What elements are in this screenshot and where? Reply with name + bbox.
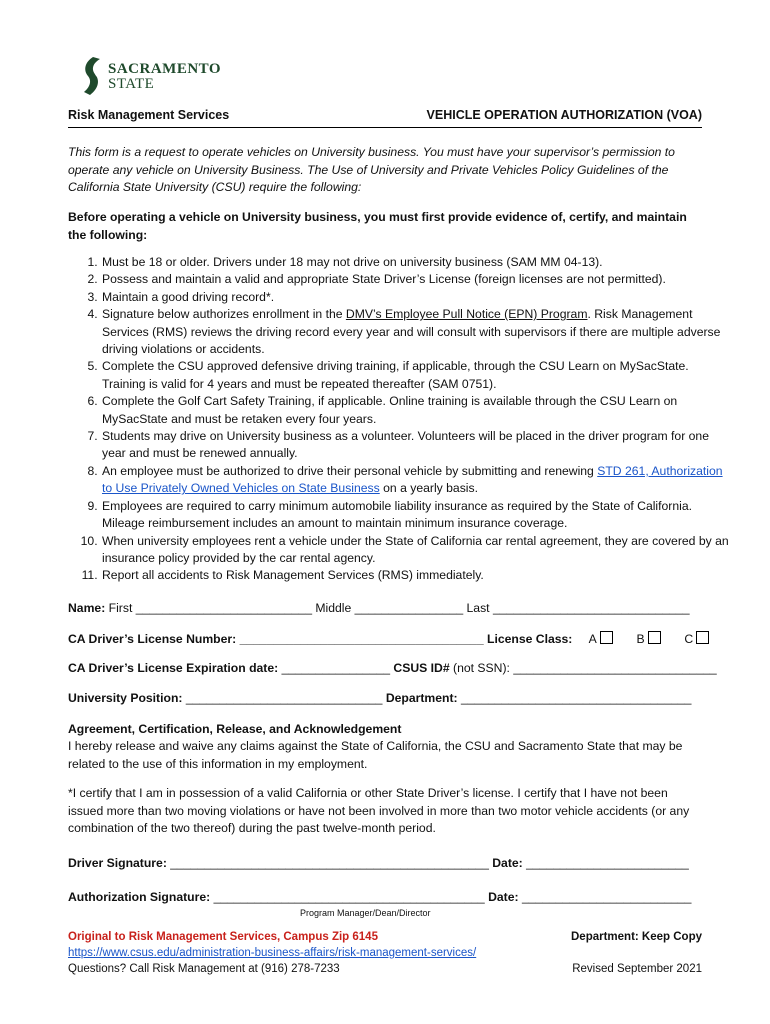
- class-b-checkbox[interactable]: [648, 631, 661, 644]
- revision-date: Revised September 2021: [572, 963, 702, 975]
- requirement-item: 3. Maintain a good driving record*.: [101, 289, 735, 306]
- driver-signature-field[interactable]: _______________________________________________: [170, 856, 489, 870]
- intro-text: This form is a request to operate vehicles on University business. You must have your supervisor’s permission to operate any vehicle on University Business. The Use of University and Private Vehicles Policy Guidelines of the California State University (CSU) require the following:: [68, 145, 675, 194]
- class-c-checkbox[interactable]: [696, 631, 709, 644]
- class-a-checkbox[interactable]: [600, 631, 613, 644]
- logo-line1: SACRAMENTO: [108, 61, 222, 77]
- authorization-date-field[interactable]: _________________________: [521, 890, 692, 904]
- position-row: University Position: _____________________________ Department: __________________________________: [68, 691, 692, 705]
- driver-signature-row: Driver Signature: _______________________________________________ Date: ________________________: [68, 856, 689, 870]
- questions-contact: Questions? Call Risk Management at (916) 278-7233: [68, 963, 340, 975]
- authorization-signature-row: Authorization Signature: ________________________________________ Date: _________________________: [68, 890, 692, 904]
- department-field[interactable]: __________________________________: [460, 691, 692, 705]
- first-name-field[interactable]: __________________________: [135, 601, 312, 615]
- std-261-link[interactable]: STD 261, Authorization to Use Privately Owned Vehicles on State Business: [102, 463, 723, 496]
- original-routing-note: Original to Risk Management Services, Campus Zip 6145: [68, 931, 378, 943]
- position-field[interactable]: _____________________________: [185, 691, 383, 705]
- requirement-item: 2. Possess and maintain a valid and appropriate State Driver’s License (foreign licenses are not permitted).: [101, 271, 735, 288]
- certification-text: *I certify that I am in possession of a valid California or other State Driver’s license. I certify that I have not been issued more than two moving violations or have not been involved in more than two motor vehicle accidents (or any combination of the two thereof) during the past twelve-month period.: [68, 786, 690, 835]
- requirements-heading: Before operating a vehicle on University business, you must first provide evidence of, certify, and maintain the following:: [68, 210, 687, 242]
- csus-id-field[interactable]: ______________________________: [513, 661, 717, 675]
- license-number-field[interactable]: ____________________________________: [239, 632, 484, 646]
- requirement-item: 1. Must be 18 or older. Drivers under 18 may not drive on university business (SAM MM 04-13).: [101, 254, 735, 271]
- requirement-item: 8. An employee must be authorized to drive their personal vehicle by submitting and renewing STD 261, Authorization to Use Privately Owned Vehicles on State Business on a yearly basis.: [101, 463, 735, 498]
- department-copy-note: Department: Keep Copy: [571, 931, 702, 943]
- agreement-heading: Agreement, Certification, Release, and Acknowledgement: [68, 722, 402, 736]
- requirement-item: 7. Students may drive on University business as a volunteer. Volunteers will be placed in the driver program for one year and must be renewed annually.: [101, 428, 735, 463]
- driver-date-field[interactable]: ________________________: [526, 856, 689, 870]
- epn-program-link[interactable]: DMV’s Employee Pull Notice (EPN) Program: [345, 307, 588, 322]
- last-name-field[interactable]: _____________________________: [492, 601, 690, 615]
- agreement-text: I hereby release and waive any claims against the State of California, the CSU and Sacramento State that may be related to the use of this information in my employment.: [68, 739, 683, 771]
- requirement-item: 11. Report all accidents to Risk Management Services (RMS) immediately.: [101, 567, 735, 584]
- authorization-signature-field[interactable]: ________________________________________: [213, 890, 485, 904]
- requirement-item: 9. Employees are required to carry minimum automobile liability insurance as required by the State of California. Mileage reimbursement includes an amount to maintain minimum insurance coverage.: [101, 498, 735, 533]
- requirement-item: 4. Signature below authorizes enrollment in the DMV’s Employee Pull Notice (EPN) Program. Risk Management Services (RMS) reviews the driving record every year and will consult with supervisors if there are multiple adverse driving violations or accidents.: [101, 306, 735, 358]
- expiration-date-field[interactable]: ________________: [281, 661, 391, 675]
- logo-line2: STATE: [108, 76, 155, 92]
- expiration-row: CA Driver’s License Expiration date: ________________ CSUS ID# (not SSN): ______________________________: [68, 661, 717, 675]
- name-row: Name: First __________________________ Middle ________________ Last _____________________________: [68, 601, 690, 615]
- form-title: VEHICLE OPERATION AUTHORIZATION (VOA): [426, 108, 702, 122]
- license-row: CA Driver’s License Number: ____________________________________ License Class: A B C: [68, 631, 708, 646]
- requirement-item: 5. Complete the CSU approved defensive driving training, if applicable, through the CSU Learn on MySacState. Training is valid for 4 years and must be repeated thereafter (SAM 0751).: [101, 358, 735, 393]
- requirement-item: 10. When university employees rent a vehicle under the State of California car rental agreement, they are covered by an insurance policy provided by the car rental agency.: [101, 533, 735, 568]
- middle-name-field[interactable]: ________________: [354, 601, 464, 615]
- requirements-list: [68, 254, 735, 585]
- header-rule: [68, 127, 702, 128]
- requirement-item: 6. Complete the Golf Cart Safety Training, if applicable. Online training is available through the CSU Learn on MySacState and must be retaken every four years.: [101, 393, 735, 428]
- rms-website-link[interactable]: https://www.csus.edu/administration-business-affairs/risk-management-services/: [68, 947, 477, 959]
- authorization-caption: Program Manager/Dean/Director: [300, 908, 431, 918]
- department-title: Risk Management Services: [68, 108, 230, 122]
- hornet-seal-icon: [80, 56, 106, 96]
